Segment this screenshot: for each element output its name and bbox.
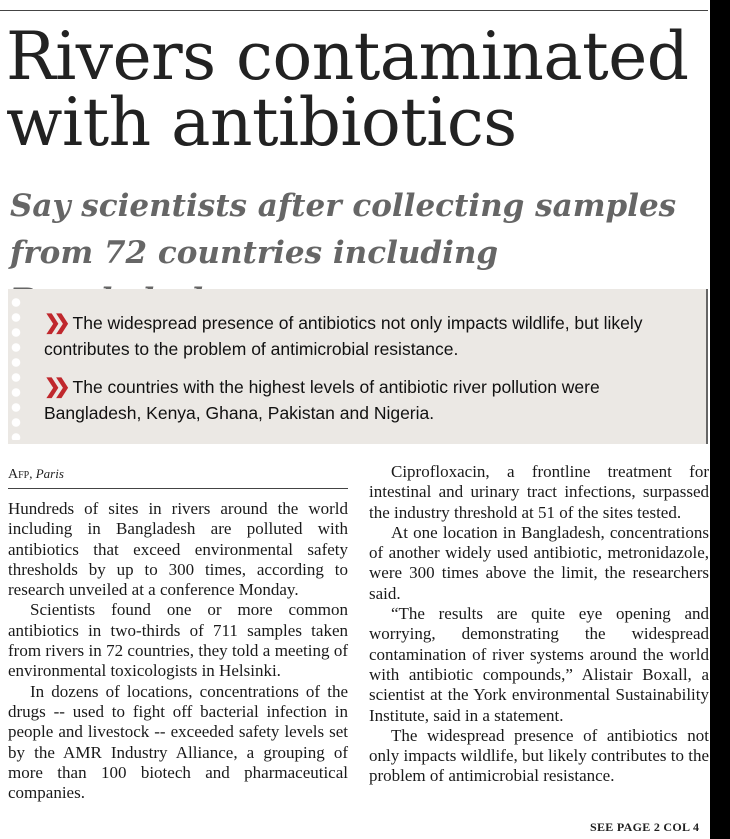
article-paragraph: Hundreds of sites in rivers around the world including in Bangladesh are polluted with antibiotics that exceed environmental safety thresholds by up to 300 times, according to research unveiled at a conference Monday. [8,499,348,600]
chevron-right-icon: ❯❯ [44,376,64,398]
continuation-note: SEE PAGE 2 COL 4 [590,820,700,834]
article-paragraph: Ciprofloxacin, a frontline treatment for intestinal and urinary tract infections, surpassed the industry threshold at 51 of the sites tested. [369,462,709,522]
headline: Rivers contaminated with antibiotics [6,18,689,161]
article-paragraph: “The results are quite eye opening and worrying, demonstrating the widespread contamination of river systems around the world with antibiotic compounds,” Alistair Boxall, a scientist at the York environmental Sustainability Institute, said in a statement. [369,604,709,725]
byline-divider [8,488,348,489]
article-column-right [369,462,709,787]
article-column-left [8,499,348,803]
article-paragraph: Scientists found one or more common antibiotics in two-thirds of 711 samples taken from rivers in 72 countries, they told a meeting of environmental toxicologists in Helsinki. [8,600,348,681]
page-edge-bar [710,0,730,839]
chevron-right-icon: ❯❯ [44,312,64,334]
perforation-decoration [10,295,22,440]
highlight-item [44,310,694,362]
subheadline: Say scientists after collecting samples from 72 countries including [10,188,677,271]
byline: Afp, Paris [8,466,64,482]
byline-agency: Afp [8,467,30,482]
article-paragraph: At one location in Bangladesh, concentrations of another widely used antibiotic, metronidazole, were 300 times above the limit, the researchers said. [369,522,709,603]
article-paragraph: In dozens of locations, concentrations of the drugs -- used to fight off bacterial infection in people and livestock -- exceeded safety levels set by the AMR Industry Alliance, a grouping of more than 100 biotech and pharmaceutical companies. [8,681,348,803]
highlight-item [44,374,694,426]
highlight-text: The widespread presence of antibiotics not only impacts wildlife, but likely contributes to the problem of antimicrobial resistance. [44,313,643,359]
highlight-text: The countries with the highest levels of antibiotic river pollution were Bangladesh, Kenya, Ghana, Pakistan and Nigeria. [44,377,600,423]
top-rule [0,10,708,11]
article-paragraph: The widespread presence of antibiotics not only impacts wildlife, but likely contributes to the problem of antimicrobial resistance. [369,725,709,786]
highlights-box [8,289,708,444]
byline-place: Paris [35,466,64,481]
